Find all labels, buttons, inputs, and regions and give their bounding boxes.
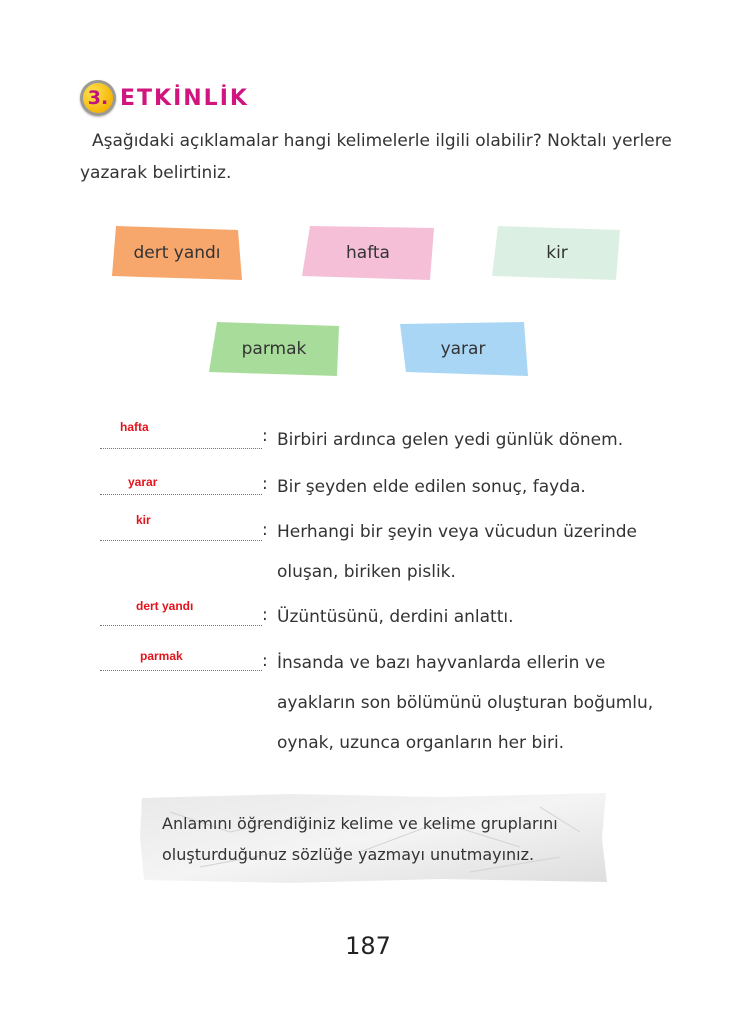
reminder-line: Anlamını öğrendiğiniz kelime ve kelime gruplarını	[162, 814, 558, 833]
reminder-line: oluşturduğunuz sözlüğe yazmayı unutmayınız.	[162, 845, 535, 864]
answer-text[interactable]: hafta	[120, 420, 149, 434]
answer-blank[interactable]	[100, 669, 262, 671]
activity-title: ETKİNLİK	[120, 85, 249, 111]
instruction-line-1: Aşağıdaki açıklamalar hangi kelimelerle ilgili olabilir? Noktalı yerlere	[92, 131, 672, 151]
definition-text	[277, 643, 677, 763]
definition-line: Herhangi bir şeyin veya vücudun üzerinde	[277, 522, 637, 542]
reminder-note	[140, 792, 608, 884]
answer-blank[interactable]	[100, 493, 262, 495]
answer-blank[interactable]	[100, 624, 262, 626]
word-card-parmak	[207, 320, 341, 378]
word-card-hafta	[300, 224, 436, 282]
definition-text	[277, 597, 677, 637]
word-card-dert-yandi	[110, 224, 244, 282]
instruction-text	[80, 125, 680, 189]
definition-line: İnsanda ve bazı hayvanlarda ellerin ve	[277, 653, 606, 673]
word-card-kir	[490, 224, 624, 282]
page-number: 187	[345, 932, 391, 960]
definition-line: oynak, uzunca organların her biri.	[277, 733, 565, 753]
activity-number: 3.	[87, 87, 109, 109]
answer-blank[interactable]	[100, 447, 262, 449]
word-card-yarar	[396, 320, 530, 378]
definition-line: Üzüntüsünü, derdini anlattı.	[277, 607, 514, 627]
colon: :	[262, 520, 268, 540]
activity-heading	[80, 78, 249, 118]
word-card-label: hafta	[346, 243, 390, 263]
answer-text[interactable]: kir	[136, 513, 151, 527]
word-card-label: parmak	[241, 339, 307, 359]
answer-text[interactable]: parmak	[140, 649, 183, 663]
colon: :	[262, 474, 268, 494]
definition-text	[277, 467, 677, 507]
word-card-label: yarar	[440, 339, 486, 359]
answer-blank[interactable]	[100, 539, 262, 541]
answer-text[interactable]: dert yandı	[136, 599, 194, 613]
colon: :	[262, 426, 268, 446]
definition-line: Bir şeyden elde edilen sonuç, fayda.	[277, 477, 586, 497]
reminder-text	[162, 808, 602, 870]
activity-number-badge	[80, 80, 116, 116]
colon: :	[262, 605, 268, 625]
definition-line: oluşan, biriken pislik.	[277, 562, 456, 582]
colon: :	[262, 651, 268, 671]
word-card-label: kir	[546, 243, 568, 263]
definition-line: Birbiri ardınca gelen yedi günlük dönem.	[277, 430, 624, 450]
answer-text[interactable]: yarar	[128, 475, 158, 489]
instruction-line-2: yazarak belirtiniz.	[80, 163, 232, 183]
word-card-label: dert yandı	[133, 243, 221, 263]
definition-line: ayakların son bölümünü oluşturan boğumlu,	[277, 693, 654, 713]
definition-text	[277, 420, 677, 460]
definition-text	[277, 512, 677, 592]
